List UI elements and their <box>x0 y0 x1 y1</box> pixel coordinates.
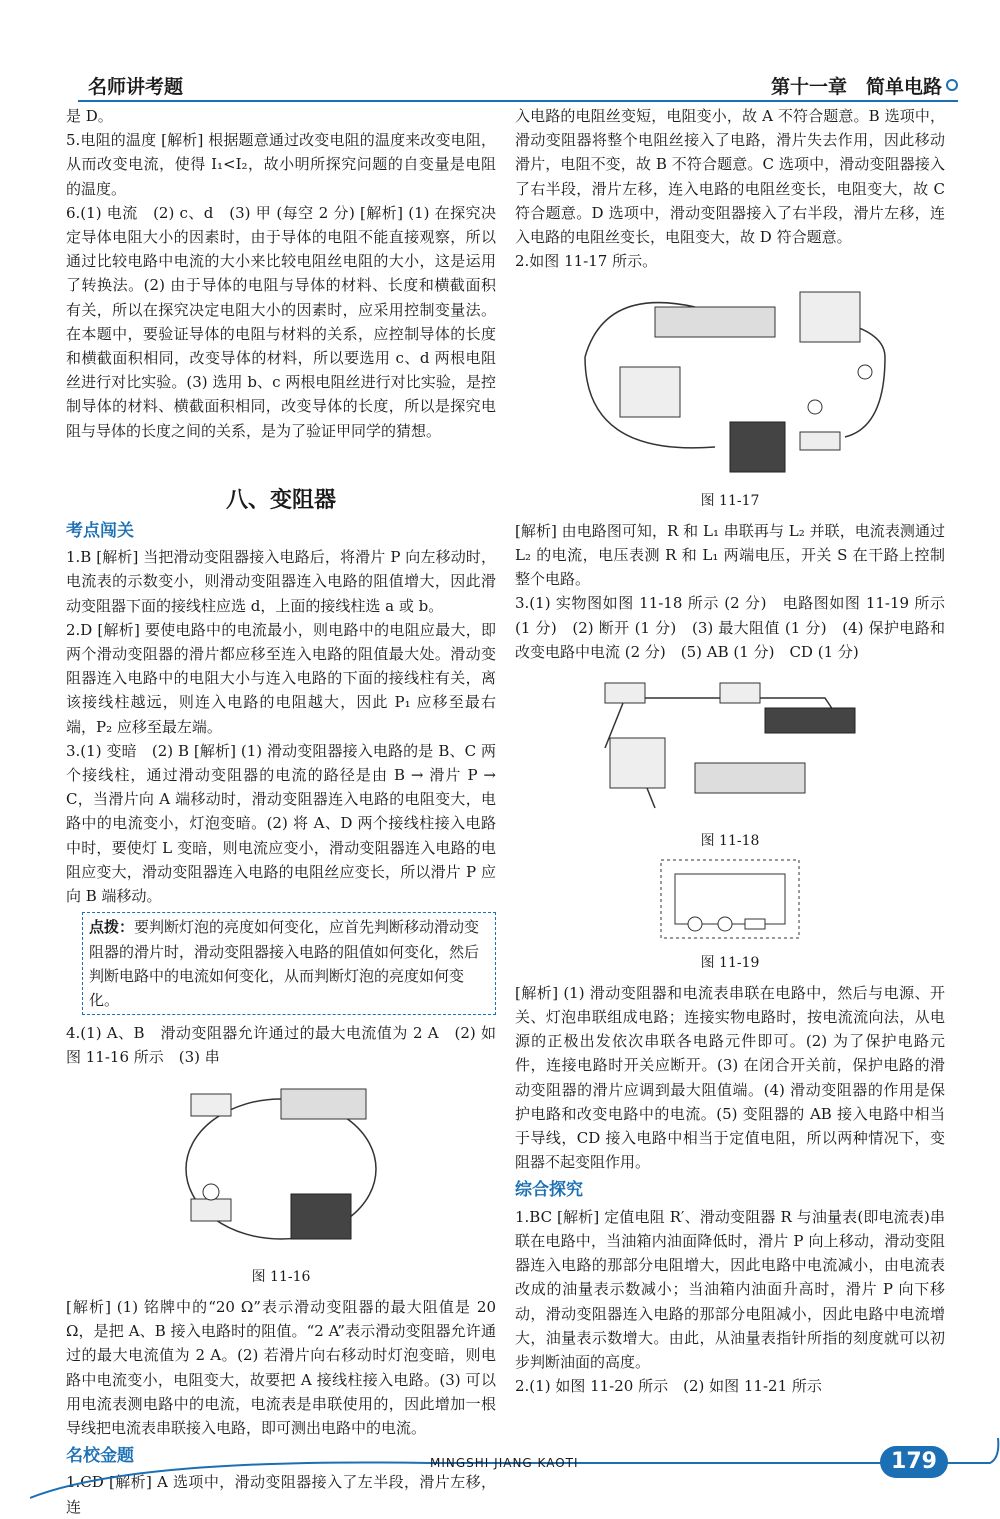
book-title: 名师讲考题 <box>88 76 184 98</box>
figure-11-16 <box>66 1074 496 1261</box>
circuit-diagram-icon <box>171 1074 391 1254</box>
figure-11-17 <box>515 277 945 484</box>
subsection-title: 综合探究 <box>515 1180 583 1201</box>
answer-text: 是 D。 <box>66 107 113 125</box>
explanation-c3: [解析] (1) 滑动变阻器和电流表串联在电路中，然后与电源、开关、灯泡串联组成电路；连接实物电路时，按电流流向法，从电源的正极出发依次串联各电路元件即可。(2) 为了保护电路元件，连接电路时开关应断开。(3) 在闭合开关前，保护电路的滑动变阻器的滑片应调到最大阻值端。(4) 滑动变阻器的作用是保护电路和改变电路中的电流。(5) 变阻器的 AB 接入电路中相当于导线，CD 接入电路中相当于定值电阻，所以两种情况下，变阻器不起变阻作用。 <box>515 983 945 1172</box>
figure-11-18 <box>515 668 945 825</box>
answer-3: 3.(1) 变暗 (2) B [解析] (1) 滑动变阻器接入电路的是 B、C 两个接线柱，通过滑动变阻器的电流的路径是由 B → 滑片 P → C，当滑片向 A 端移动时，滑动变阻器连入电路的电阻变大，电路中的电流变小，灯泡变暗。(2) 将 A、D 两个接线柱接入电路中时，要使灯 L 变暗，则电流应变小，滑动变阻器连入电路的电阻应变大，滑动变阻器连入电路的电阻丝应变长，所以滑片 P 应向 B 端移动。 <box>66 741 496 906</box>
explanation-4: [解析] (1) 铭牌中的“20 Ω”表示滑动变阻器的最大阻值是 20 Ω，是把 A、B 接入电路时的阻值。“2 A”表示滑动变阻器允许通过的最大电流值为 2 A。(2) 若滑片向右移动时灯泡变暗，则电路中电流变小，电阻变大，故要把 A 接线柱接入电路。(3) 可以用电流表测电路中的电流，电流表是串联使用的，因此增加一根导线把电流表串联接入电路，即可测出电路中的电流。 <box>66 1297 496 1437</box>
figure-caption: 图 11-18 <box>700 833 760 850</box>
answer-c2: 2.如图 11-17 所示。 <box>515 252 658 271</box>
figure-11-19 <box>515 859 945 946</box>
answer-6: 6.(1) 电流 (2) c、d (3) 甲 (每空 2 分) [解析] (1) 在探究决定导体电阻大小的因素时，由于导体的电阻不能直接观察，所以通过比较电路中电流的大小来比较电阻丝电阻的大小，这是运用了转换法。(2) 由于导体的电阻与导体的材料、长度和横截面积有关，所以在探究决定电阻大小的因素时，应采用控制变量法。在本题中，要验证导体的电阻与材料的关系，应控制导体的长度和横截面积相同，改变导体的材料，所以要选用 c、d 两根电阻丝进行对比实验。(3) 选用 b、c 两根电阻丝进行对比实验，是控制导体的材料、横截面积相同，改变导体的长度，所以是探究电阻与导体的长度之间的关系，是为了验证甲同学的猜想。 <box>66 203 496 440</box>
figure-caption: 图 11-16 <box>251 1268 311 1285</box>
answer-5: 5.电阻的温度 [解析] 根据题意通过改变电阻的温度来改变电阻，从而改变电流，使得 I₁<I₂，故小明所探究问题的自变量是电阻的温度。 <box>66 131 496 198</box>
tip-label: 点拨： <box>89 918 135 937</box>
answer-2: 2.D [解析] 要使电路中的电流最小，则电路中的电阻应最大，即两个滑动变阻器的滑片都应移至连入电路的阻值最大处。滑动变阻器连入电路中的电阻大小与连入电路的下面的接线柱有关，离该接线柱越远，则连入电路的电阻越大，因此 P₁ 应移至最右端，P₂ 应移至最左端。 <box>66 620 496 736</box>
tip-text: 要判断灯泡的亮度如何变化，应首先判断移动滑动变阻器的滑片时，滑动变阻器接入电路的阻值如何变化，然后判断电路中的电流如何变化，从而判断灯泡的亮度如何变化。 <box>89 918 480 1009</box>
section-title: 八、变阻器 <box>225 487 336 513</box>
page-header <box>78 70 958 102</box>
circuit-diagram-icon <box>595 668 865 818</box>
left-column <box>66 104 496 1519</box>
footer-text: MINGSHI JIANG KAOTI <box>430 1456 579 1470</box>
answer-b1: 1.CD [解析] A 选项中，滑动变阻器接入了左半段，滑片左移，连 <box>66 1473 496 1516</box>
figure-caption: 图 11-19 <box>700 954 760 971</box>
answer-d2: 2.(1) 如图 11-20 所示 (2) 如图 11-21 所示 <box>515 1377 822 1396</box>
chapter-title: 第十一章 简单电路 <box>770 76 942 98</box>
tip-box <box>82 912 496 1015</box>
circuit-schematic-icon <box>660 859 800 939</box>
answer-d1: 1.BC [解析] 定值电阻 R′、滑动变阻器 R 与油量表(即电流表)串联在电路中，当油箱内油面降低时，滑片 P 向上移动，滑动变阻器连入电路的那部分电阻增大，因此电路中电流减小，由电流表改成的油量表示数减小；当油箱内油面升高时，滑片 P 向下移动，滑动变阻器连入电路的那部分电阻减小，因此电路中电流增大，油量表示数增大。由此，从油量表指针所指的刻度就可以初步判断油面的高度。 <box>515 1207 945 1371</box>
answer-c1: 入电路的电阻丝变短，电阻变小，故 A 不符合题意。B 选项中，滑动变阻器将整个电阻丝接入了电路，滑片失去作用，因此移动滑片，电阻不变，故 B 不符合题意。C 选项中，滑动变阻器接入了右半段，滑片左移，连入电路的电阻丝变长，电阻变大，故 C 符合题意。D 选项中，滑动变阻器接入了右半段，滑片左移，连入电路的电阻丝变长，电阻变大，故 D 符合题意。 <box>515 107 945 247</box>
page-number: 179 <box>880 1446 948 1478</box>
footer-curve-icon <box>30 1428 1000 1518</box>
explanation-c2: [解析] 由电路图可知，R 和 L₁ 串联再与 L₂ 并联，电流表测通过 L₂ 的电流，电压表测 R 和 L₁ 两端电压，开关 S 在干路上控制整个电路。 <box>515 521 945 589</box>
subsection-title: 考点闯关 <box>66 521 134 542</box>
answer-1: 1.B [解析] 当把滑动变阻器接入电路后，将滑片 P 向左移动时，电流表的示数变小，则滑动变阻器连入电路的阻值增大，因此滑动变阻器下面的接线柱应选 d，上面的接线柱选 a 或 b。 <box>66 548 496 615</box>
answer-c3: 3.(1) 实物图如图 11-18 所示 (2 分) 电路图如图 11-19 所示 (1 分) (2) 断开 (1 分) (3) 最大阻值 (1 分) (4) 保护电路和改变电路中电流 (2 分) (5) AB (1 分) CD (1 分) <box>515 594 945 661</box>
header-dot <box>946 79 958 91</box>
figure-caption: 图 11-17 <box>700 492 760 509</box>
circuit-diagram-icon <box>565 277 895 477</box>
answer-4: 4.(1) A、B 滑动变阻器允许通过的最大电流值为 2 A (2) 如图 11-16 所示 (3) 串 <box>66 1024 496 1067</box>
right-column <box>515 104 945 1398</box>
subsection-title: 名校金题 <box>66 1446 134 1467</box>
